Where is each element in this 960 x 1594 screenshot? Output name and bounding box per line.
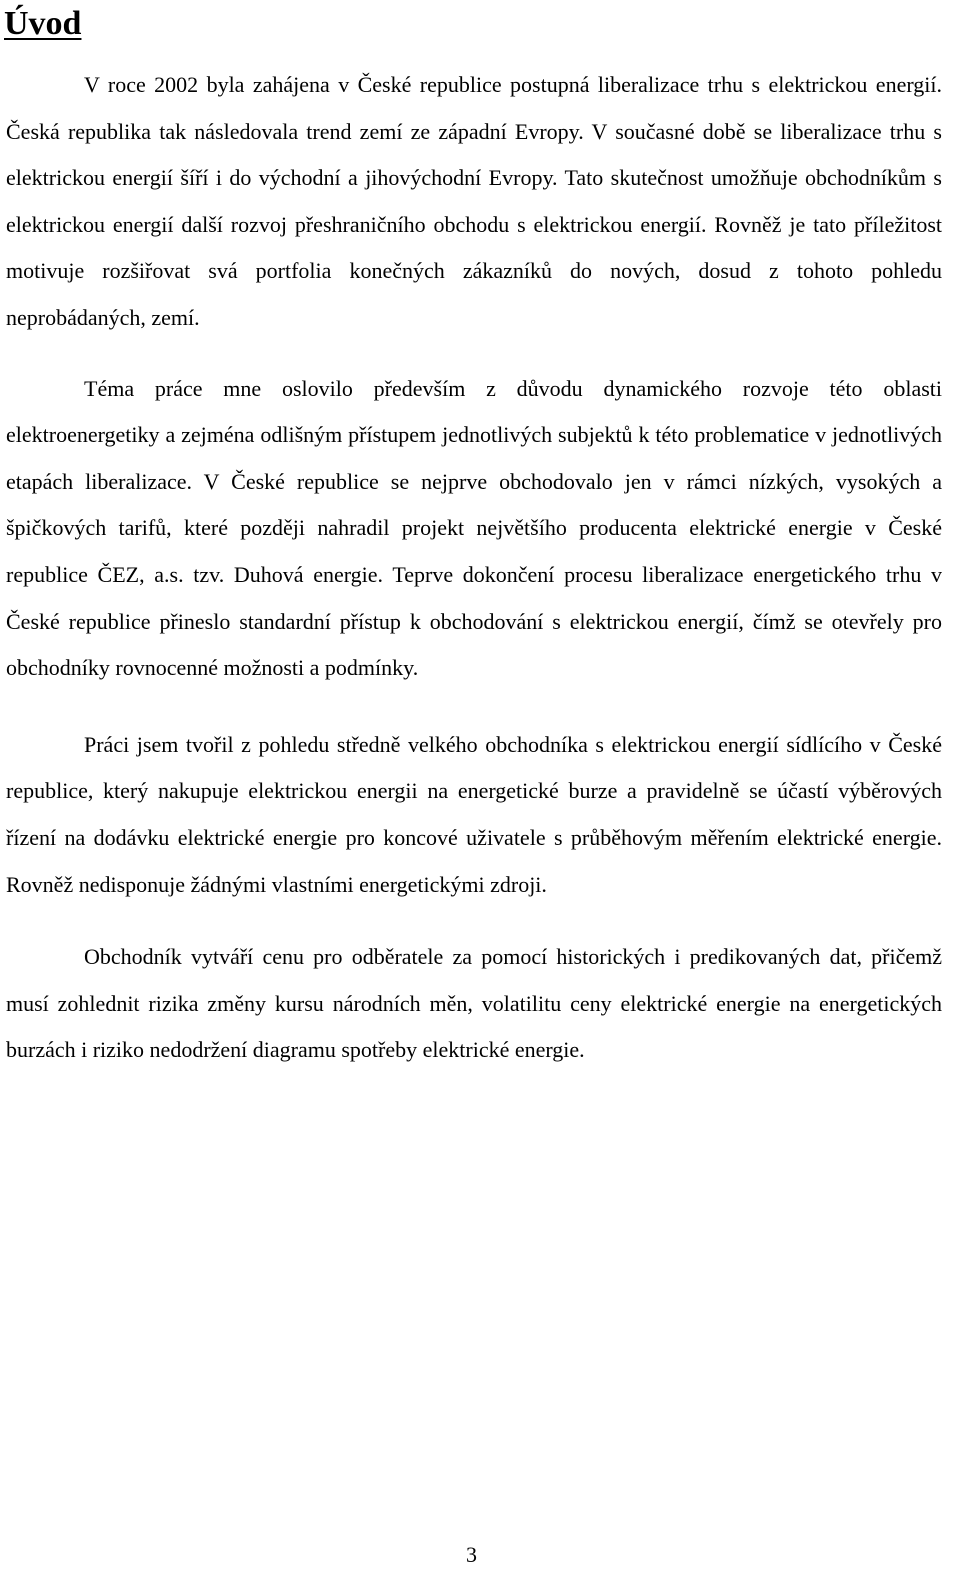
paragraph-perspective: Práci jsem tvořil z pohledu středně velkého obchodníka s elektrickou energií sídlícího v České republice, který nakupuje elektrickou energii na energetické burze a pravidelně se účastí výběrových řízení na dodávku elektrické energie pro koncové uživatele s průběhovým měřením elektrické energie. Rovněž nedisponuje žádnými vlastními energetickými zdroji. [6,731,942,897]
paragraph-pricing: Obchodník vytváří cenu pro odběratele za pomocí historických i predikovaných dat, přičemž musí zohlednit rizika změny kursu národních měn, volatilitu ceny elektrické energie na energetických burzách i riziko nedodržení diagramu spotřeby elektrické energie. [6,944,942,1063]
body-text [6,62,942,1098]
section-heading: Úvod [4,5,82,42]
page-number: 3 [466,1542,477,1567]
paragraph-intro: V roce 2002 byla zahájena v České republice postupná liberalizace trhu s elektrickou energií. Česká republika tak následovala trend zemí ze západní Evropy. V současné době se liberalizace trhu s elektrickou energií šíří i do východní a jihovýchodní Evropy. Tato skutečnost umožňuje obchodníkům s elektrickou energií další rozvoj přeshraničního obchodu s elektrickou energií. Rovněž je tato příležitost motivuje rozšiřovat svá portfolia konečných zákazníků do nových, dosud z tohoto pohledu neprobádaných, zemí. [6,72,942,330]
paragraph-motivation: Téma práce mne oslovilo především z důvodu dynamického rozvoje této oblasti elektroenergetiky a zejména odlišným přístupem jednotlivých subjektů k této problematice v jednotlivých etapách liberalizace. V České republice se nejprve obchodovalo jen v rámci nízkých, vysokých a špičkových tarifů, které později nahradil projekt největšího producenta elektrické energie v České republice ČEZ, a.s. tzv. Duhová energie. Teprve dokončení procesu liberalizace energetického trhu v České republice přineslo standardní přístup k obchodování s elektrickou energií, čímž se otevřely pro obchodníky rovnocenné možnosti a podmínky. [6,375,942,681]
